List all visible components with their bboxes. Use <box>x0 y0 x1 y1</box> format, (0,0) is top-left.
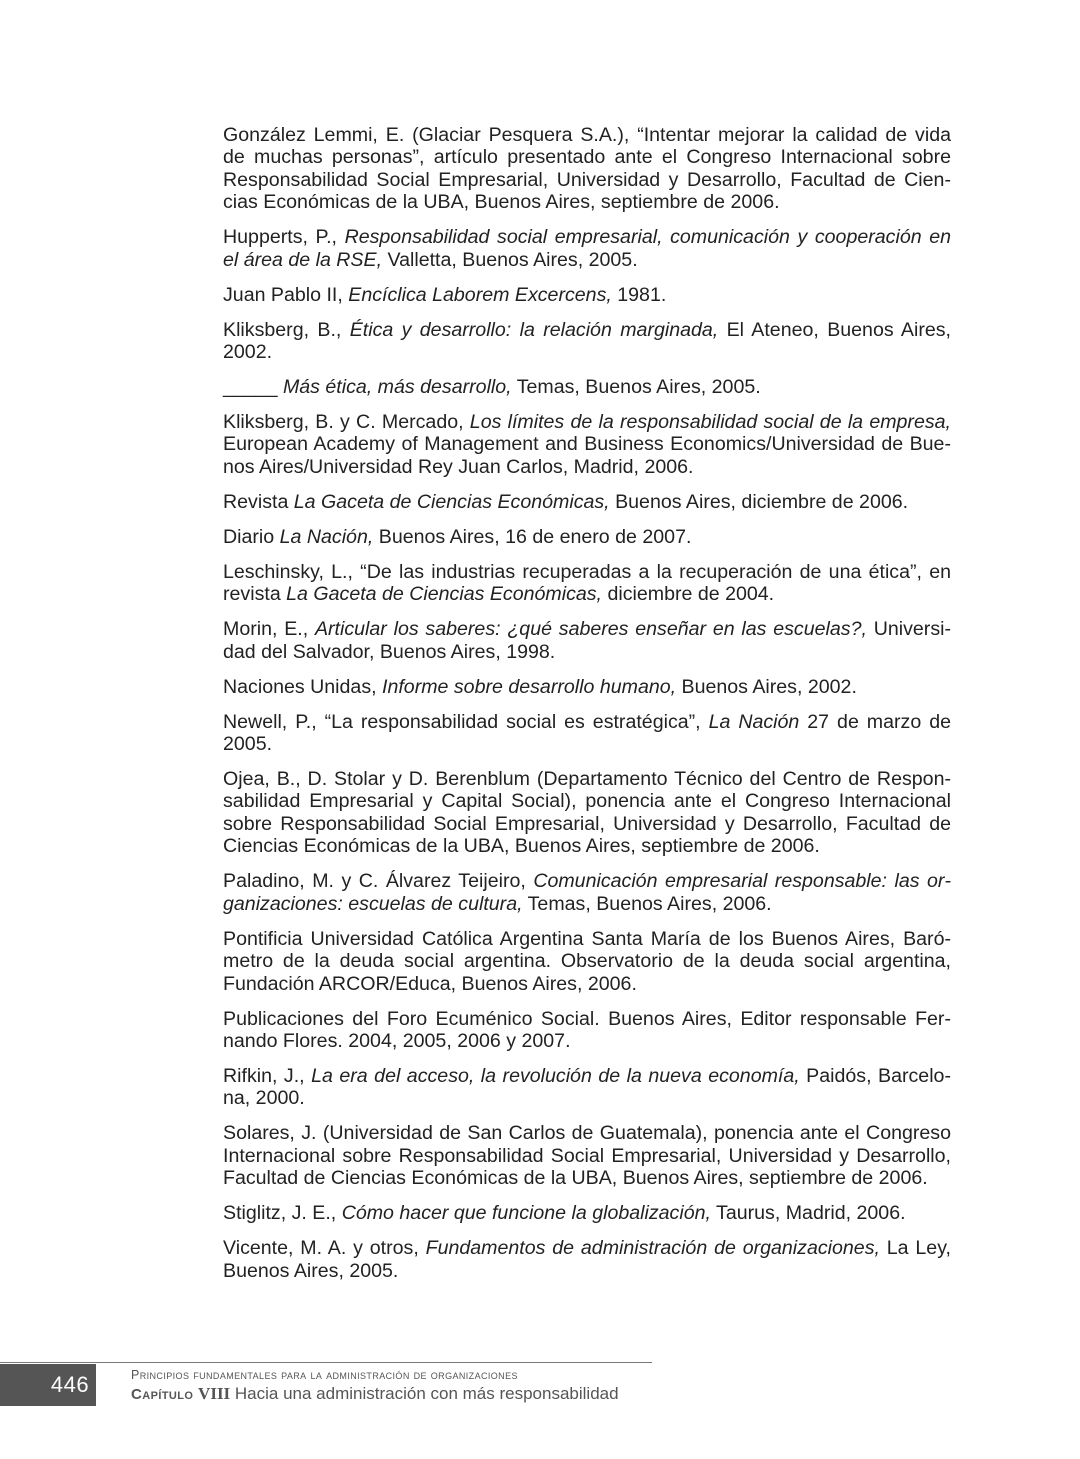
reference-text: El Ateneo, Buenos Aires, 2002. <box>223 318 952 364</box>
reference-entry <box>223 526 951 548</box>
reference-entry <box>223 711 951 756</box>
reference-title: Fundamentos de administración de organizaciones, <box>425 1237 880 1260</box>
reference-title: La Gaceta de Ciencias Económicas, <box>286 583 603 606</box>
reference-text: Rifkin, J., <box>223 1064 312 1087</box>
reference-title: La era del acceso, la revolución de la nueva economía, <box>311 1064 800 1087</box>
reference-entry <box>223 561 951 606</box>
reference-text: Revista <box>223 490 294 513</box>
reference-entry <box>223 226 951 271</box>
reference-title: Más ética, más desarrollo, <box>282 376 512 399</box>
reference-text: Stiglitz, J. E., <box>223 1202 342 1225</box>
reference-title: Cómo hacer que funcione la globalización, <box>341 1202 711 1225</box>
reference-text: Leschinsky, L., “De las industrias recuperadas a la recuperación de una ética”, en revista <box>223 560 951 606</box>
reference-text: González Lemmi, E. (Glaciar Pesquera S.A.), “Intentar mejorar la calidad de vida de muchas personas”, artículo presentado ante el Congreso Internacional sobre Responsabilidad Social Empresarial, Universidad y Desarrollo, Facultad de Ciencias Económicas de la UBA, Buenos Aires, septiembre de 2006. <box>223 124 951 214</box>
reference-text: Temas, Buenos Aires, 2006. <box>522 892 772 915</box>
chapter-label: Capítulo <box>131 1386 194 1403</box>
reference-entry <box>223 1122 951 1189</box>
reference-text: Naciones Unidas, <box>223 675 383 698</box>
reference-entry <box>223 319 951 364</box>
reference-title: La Nación <box>708 710 800 733</box>
reference-text: Newell, P., “La responsabilidad social es estratégica”, <box>223 710 709 733</box>
reference-text: Buenos Aires, 16 de enero de 2007. <box>373 525 692 548</box>
reference-text: Temas, Buenos Aires, 2005. <box>511 376 761 399</box>
reference-entry <box>223 1202 951 1224</box>
reference-list <box>223 124 951 1295</box>
reference-text: 27 de marzo de 2005. <box>223 710 951 756</box>
reference-entry <box>223 928 951 995</box>
reference-text: Morin, E., <box>223 618 315 641</box>
reference-text: _____ <box>223 376 283 399</box>
reference-title: Comunicación empresarial responsable: las organizaciones: escuelas de cultura, <box>223 870 951 915</box>
reference-entry <box>223 768 951 858</box>
chapter-title: Hacia una administración con más responsabilidad <box>234 1384 619 1403</box>
reference-text: Vicente, M. A. y otros, <box>223 1237 426 1260</box>
chapter-number: VIII <box>198 1384 231 1403</box>
reference-text: Pontificia Universidad Católica Argentina Santa María de los Buenos Aires, Barómetro de la deuda social argentina. Observatorio de la deuda social argentina, Fundación ARCOR/Educa, Buenos Aires, 2006. <box>223 927 951 995</box>
reference-entry <box>223 1065 951 1110</box>
reference-title: La Nación, <box>279 525 374 548</box>
reference-entry <box>223 491 951 513</box>
reference-title: Encíclica Laborem Excercens, <box>348 283 612 306</box>
reference-title: Informe sobre desarrollo humano, <box>382 675 677 698</box>
reference-title: Responsabilidad social empresarial, comunicación y cooperación en el área de la RSE, <box>223 226 951 271</box>
page-number: 446 <box>0 1364 96 1406</box>
reference-entry <box>223 618 951 663</box>
reference-entry <box>223 1008 951 1053</box>
reference-text: Diario <box>223 525 280 548</box>
reference-text: La Ley, Buenos Aires, 2005. <box>223 1237 951 1282</box>
reference-title: Ética y desarrollo: la relación marginada, <box>349 318 719 341</box>
reference-entry <box>223 676 951 698</box>
reference-text: Taurus, Madrid, 2006. <box>710 1202 906 1225</box>
reference-text: Juan Pablo II, <box>223 283 349 306</box>
reference-text: 1981. <box>611 283 667 306</box>
reference-entry <box>223 124 951 214</box>
reference-text: Buenos Aires, diciembre de 2006. <box>609 490 909 513</box>
reference-text: Kliksberg, B. y C. Mercado, <box>223 411 470 434</box>
reference-text: Kliksberg, B., <box>223 318 350 341</box>
reference-text: Buenos Aires, 2002. <box>676 675 857 698</box>
reference-title: Los límites de la responsabilidad social de la empresa, <box>469 411 951 434</box>
reference-text: European Academy of Management and Business Economics/Universidad de Buenos Aires/Universidad Rey Juan Carlos, Madrid, 2006. <box>223 433 951 478</box>
running-footer <box>131 1367 619 1406</box>
reference-text: Universidad del Salvador, Buenos Aires, 1998. <box>223 618 951 663</box>
reference-entry <box>223 870 951 915</box>
reference-text: Paidós, Barcelona, 2000. <box>223 1064 951 1110</box>
footer-divider <box>0 1362 652 1363</box>
reference-title: Articular los saberes: ¿qué saberes enseñar en las escuelas?, <box>314 618 867 641</box>
reference-text: Publicaciones del Foro Ecuménico Social. Buenos Aires, Editor responsable Fernando Flores. 2004, 2005, 2006 y 2007. <box>223 1007 951 1052</box>
reference-text: Ojea, B., D. Stolar y D. Berenblum (Departamento Técnico del Centro de Responsabilidad Empresarial y Capital Social), ponencia ante el Congreso Internacional sobre Responsabilidad Social Empresarial, Universidad y Desarrollo, Facultad de Ciencias Económicas de la UBA, Buenos Aires, septiembre de 2006. <box>223 768 951 858</box>
book-title: Principios fundamentales para la administración de organizaciones <box>131 1368 518 1382</box>
reference-entry <box>223 284 951 306</box>
reference-entry <box>223 1237 951 1282</box>
reference-text: Hupperts, P., <box>223 226 345 249</box>
reference-entry <box>223 411 951 478</box>
reference-text: Paladino, M. y C. Álvarez Teijeiro, <box>223 870 534 893</box>
reference-text: Solares, J. (Universidad de San Carlos de Guatemala), ponencia ante el Congreso Internacional sobre Responsabilidad Social Empresarial, Universidad y Desarrollo, Facultad de Ciencias Económicas de la UBA, Buenos Aires, septiembre de 2006. <box>223 1122 951 1190</box>
reference-title: La Gaceta de Ciencias Económicas, <box>293 490 610 513</box>
reference-text: diciembre de 2004. <box>602 583 775 606</box>
reference-entry <box>223 376 951 398</box>
reference-text: Valletta, Buenos Aires, 2005. <box>382 248 638 271</box>
chapter-line <box>131 1383 619 1406</box>
